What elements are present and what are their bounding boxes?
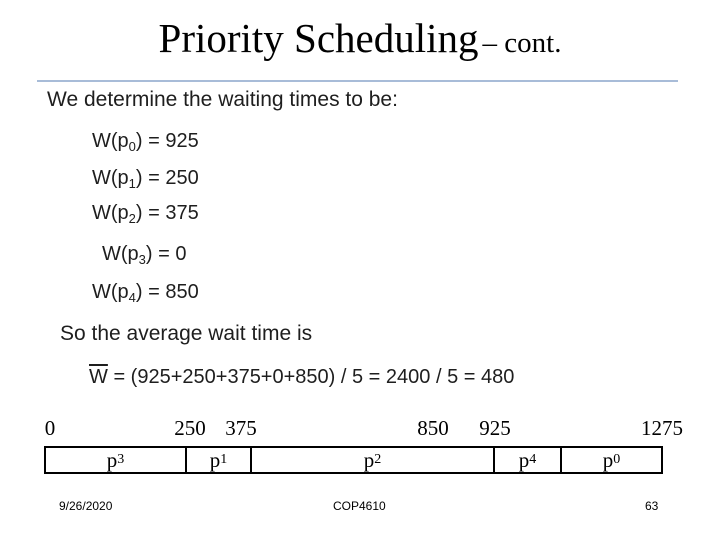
wait-p3-sub: 3 [138, 252, 146, 267]
wait-p3 [102, 243, 186, 267]
gantt-segment-p4-sub: 4 [529, 452, 537, 467]
average-formula [89, 366, 514, 389]
footer-date: 9/26/2020 [59, 499, 113, 513]
gantt-segment-p0-name: p [602, 447, 614, 472]
wait-p2 [92, 202, 199, 226]
gantt-segment-p3-name: p [106, 447, 118, 472]
title-divider [37, 80, 678, 82]
gantt-segment-p0 [562, 448, 661, 472]
gantt-segment-p2 [252, 448, 495, 472]
gantt-segment-p4 [495, 448, 562, 472]
wait-p1-rhs: ) = 250 [135, 167, 199, 189]
gantt-tick-250: 250 [174, 416, 206, 440]
average-symbol: $\overline{W}$ [89, 366, 108, 388]
gantt-segment-p1 [187, 448, 252, 472]
gantt-segment-p0-sub: 0 [613, 452, 621, 467]
gantt-segment-p2-sub: 2 [374, 452, 382, 467]
wait-p2-sub: 2 [128, 211, 136, 226]
gantt-tick-375: 375 [225, 416, 257, 440]
wait-p0-sub: 0 [128, 139, 136, 154]
gantt-segment-p1-sub: 1 [220, 452, 228, 467]
footer-page-number: 63 [645, 499, 659, 513]
average-expression: = (925+250+375+0+850) / 5 = 2400 / 5 = 480 [107, 366, 515, 388]
wait-p4-sub: 4 [128, 290, 136, 305]
gantt-segment-p2-name: p [363, 447, 375, 472]
wait-p0 [92, 130, 199, 154]
gantt-segment-p4-name: p [518, 447, 530, 472]
wait-p4-rhs: ) = 850 [135, 281, 199, 303]
title-sub: – cont. [482, 27, 562, 59]
wait-p1-sub: 1 [128, 176, 136, 191]
wait-p4-lhs: W(p [92, 281, 129, 303]
average-label: So the average wait time is [60, 322, 313, 345]
wait-p3-rhs: ) = 0 [145, 243, 187, 265]
wait-p1 [92, 167, 199, 191]
wait-p3-lhs: W(p [102, 243, 139, 265]
gantt-tick-1275: 1275 [641, 416, 683, 440]
gantt-segment-p1-name: p [209, 447, 221, 472]
intro-text: We determine the waiting times to be: [47, 88, 398, 111]
gantt-tick-925: 925 [479, 416, 511, 440]
gantt-tick-850: 850 [417, 416, 449, 440]
wait-p1-lhs: W(p [92, 167, 129, 189]
gantt-segment-p3 [46, 448, 187, 472]
wait-p0-lhs: W(p [92, 130, 129, 152]
wait-p0-rhs: ) = 925 [135, 130, 199, 152]
footer-course: COP4610 [333, 499, 386, 513]
title-main: Priority Scheduling [158, 15, 479, 61]
wait-p2-rhs: ) = 375 [135, 202, 199, 224]
gantt-chart [44, 446, 663, 474]
wait-p4 [92, 281, 199, 305]
wait-p2-lhs: W(p [92, 202, 129, 224]
gantt-segment-p3-sub: 3 [117, 452, 125, 467]
slide-title [0, 15, 720, 61]
gantt-tick-0: 0 [44, 416, 56, 440]
